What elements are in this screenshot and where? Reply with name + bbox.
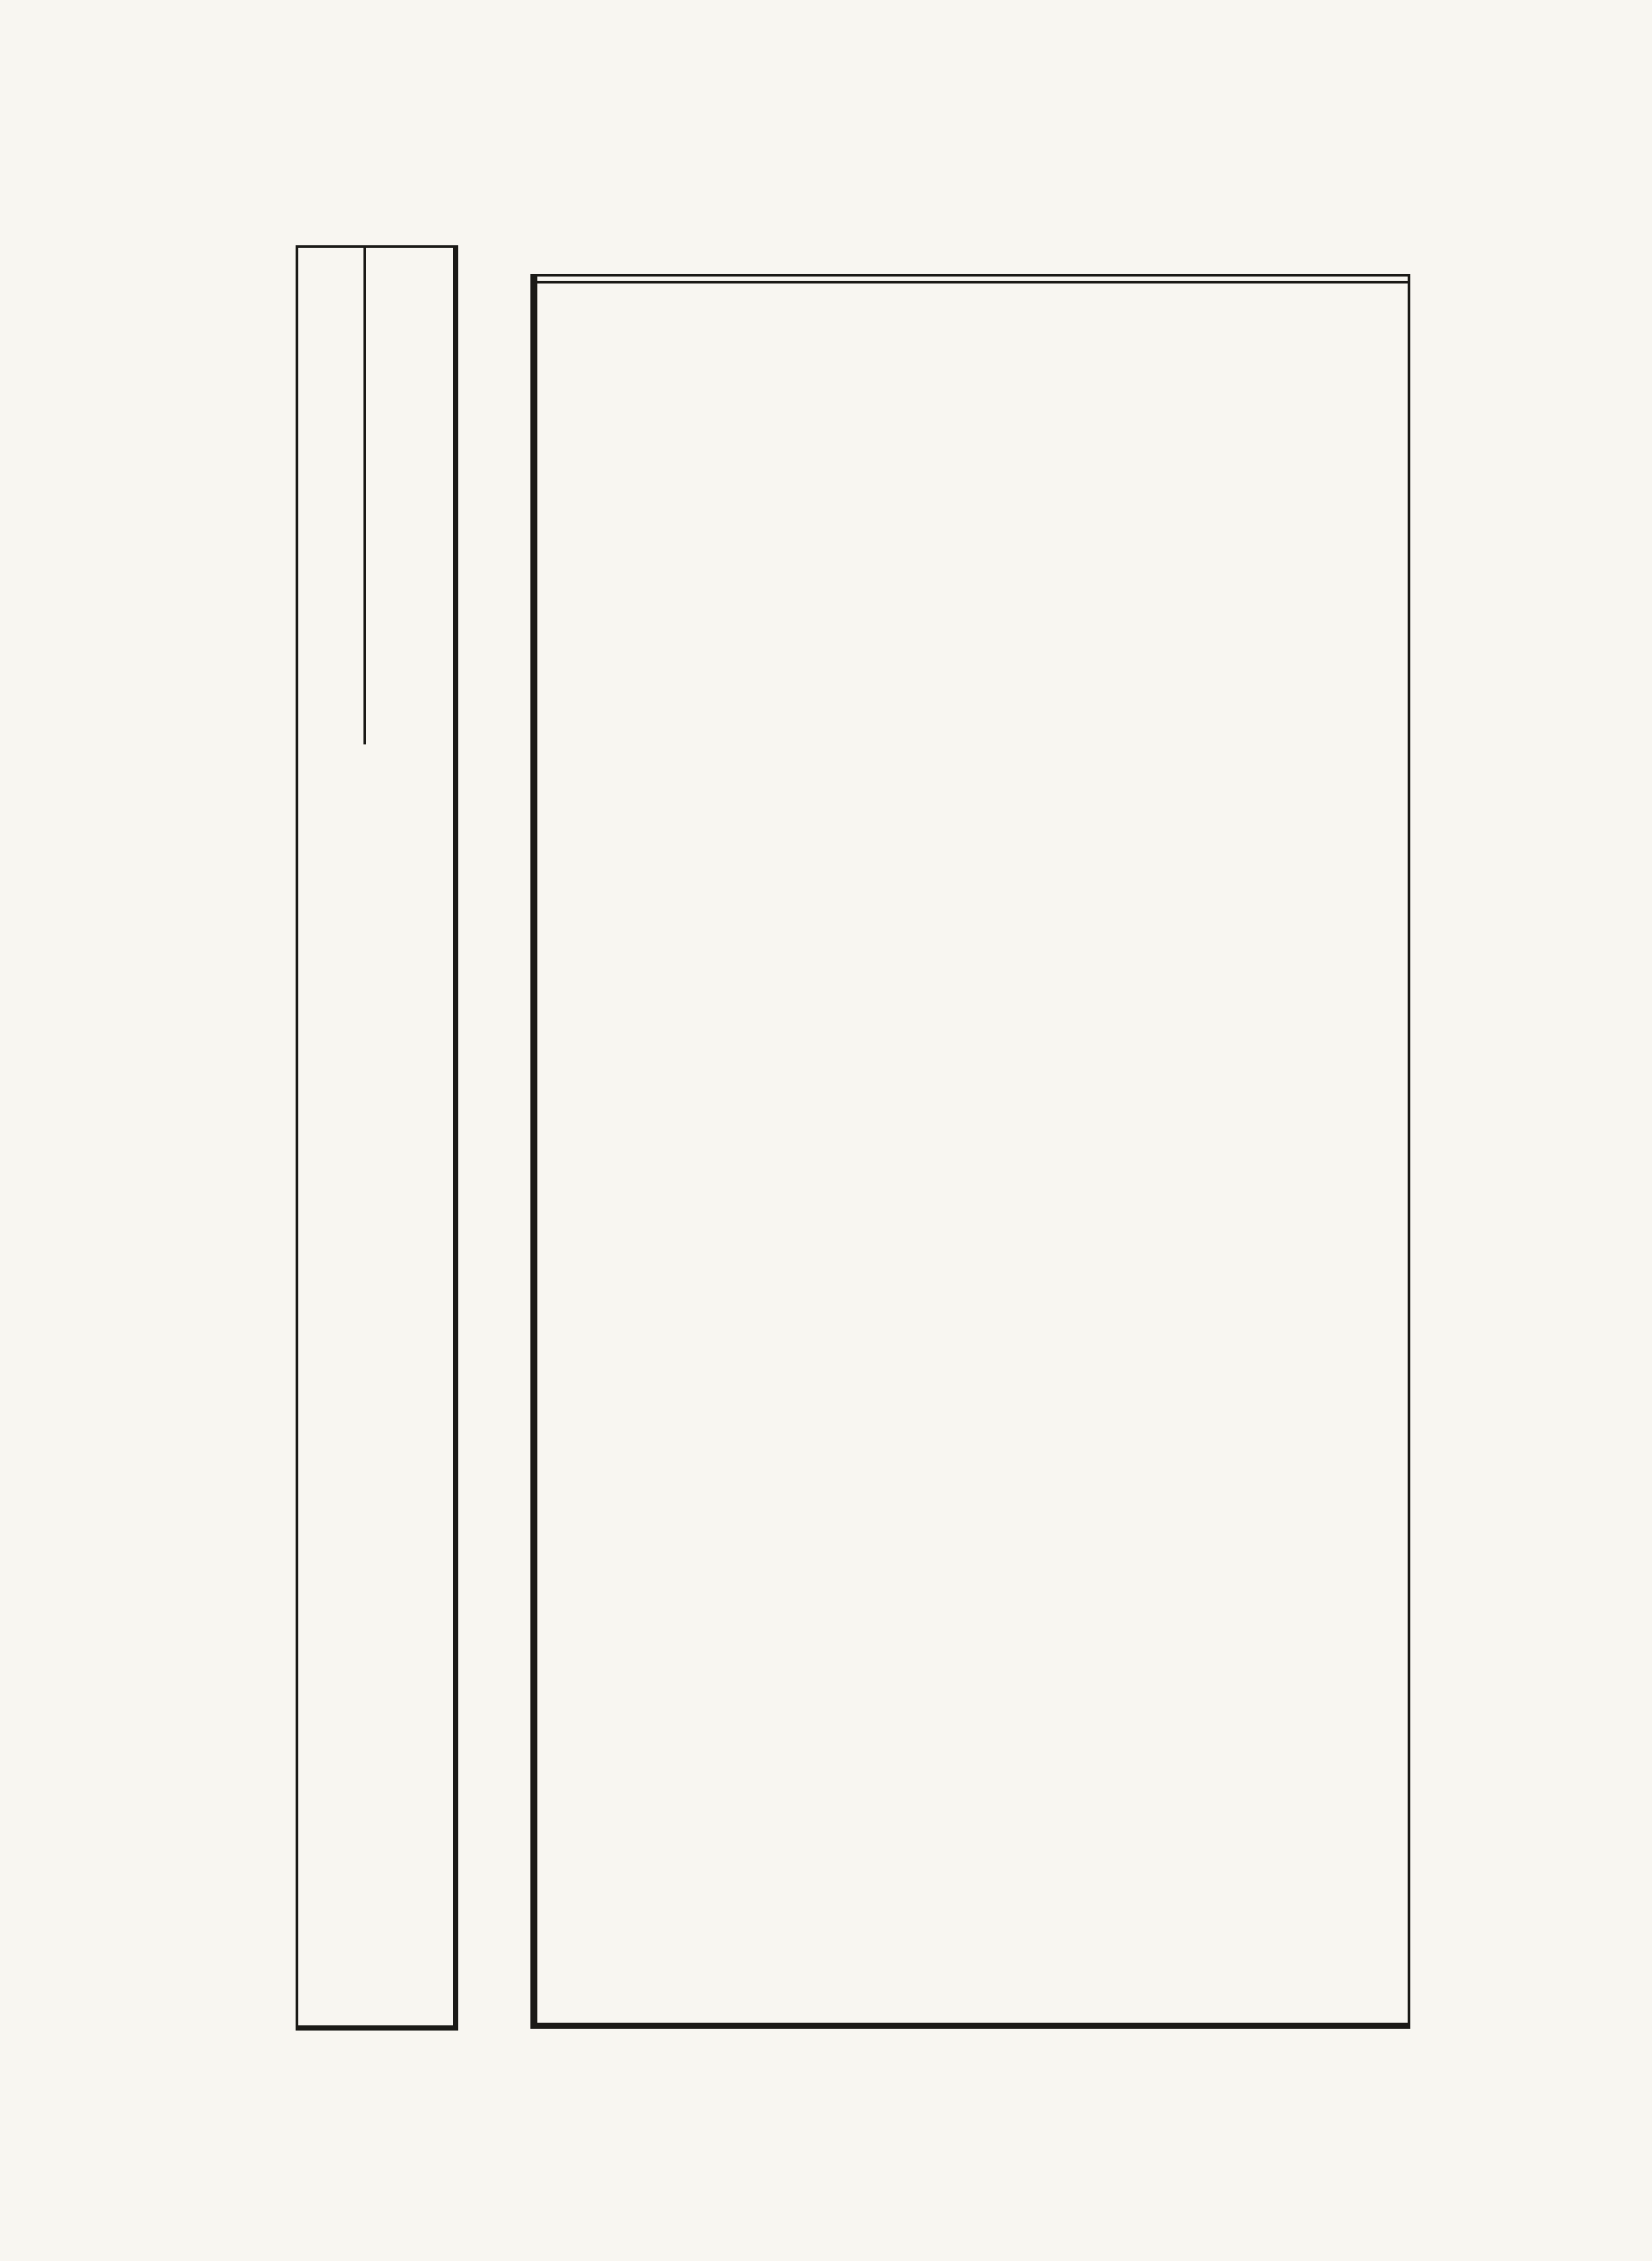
main-table-header xyxy=(537,277,1408,752)
sidebar-table xyxy=(296,245,458,2031)
value-column-header-cell xyxy=(298,248,363,744)
main-table xyxy=(530,274,1410,2029)
label-column-header-cell xyxy=(363,248,453,744)
sidebar-header-row xyxy=(298,248,453,744)
